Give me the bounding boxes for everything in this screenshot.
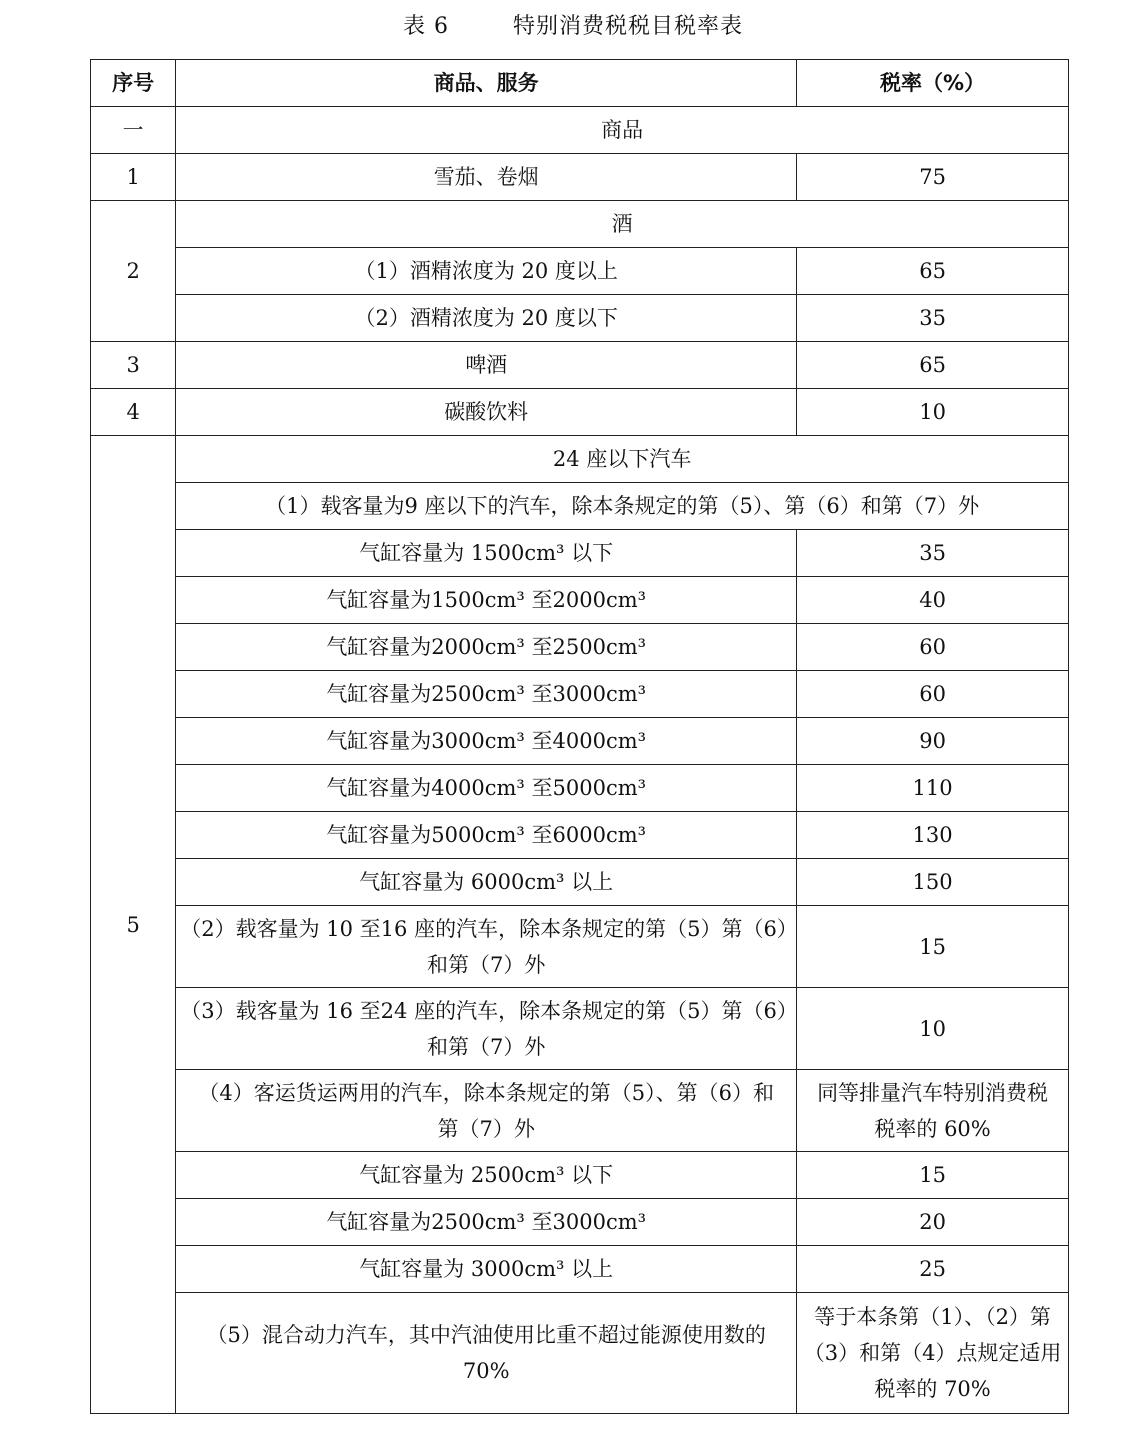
row-item-line: 第（7）外	[437, 1116, 535, 1141]
table-caption: 表 6 特别消费税税目税率表	[403, 14, 743, 39]
table-row	[91, 1246, 1069, 1293]
row-rate: 65	[797, 248, 1069, 295]
table-row	[91, 483, 1069, 530]
row-item-line: （5）混合动力汽车，其中汽油使用比重不超过能源使用数的	[206, 1323, 766, 1347]
section-seq: 一	[91, 107, 176, 154]
row-item: 气缸容量为1500cm³ 至2000cm³	[176, 577, 797, 624]
section-row-goods	[91, 107, 1069, 154]
table-row	[91, 248, 1069, 295]
row-item: 碳酸饮料	[176, 389, 797, 436]
row-rate: 60	[797, 671, 1069, 718]
table-row	[91, 671, 1069, 718]
header-rate: 税率（%）	[797, 60, 1069, 107]
header-item: 商品、服务	[176, 60, 797, 107]
row-item-line: （4）客运货运两用的汽车，除本条规定的第（5）、第（6）和	[198, 1080, 774, 1105]
row-rate	[797, 1070, 1069, 1152]
row-item: 气缸容量为2500cm³ 至3000cm³	[176, 1199, 797, 1246]
row-rate	[797, 1293, 1069, 1414]
header-seq: 序号	[91, 60, 176, 107]
row-rate: 90	[797, 718, 1069, 765]
row-rate-line: 同等排量汽车特别消费税	[817, 1080, 1049, 1105]
table-row	[91, 436, 1069, 483]
row-seq: 2	[91, 201, 176, 342]
row-rate: 110	[797, 765, 1069, 812]
table-row	[91, 154, 1069, 201]
row-rate-line: （3）和第（4）点规定适用	[803, 1341, 1062, 1365]
row-seq: 5	[91, 436, 176, 1414]
row-item-line: （3）载客量为 16 至24 座的汽车，除本条规定的第（5）第（6）	[180, 998, 798, 1023]
table-row	[91, 342, 1069, 389]
group-title: 酒	[176, 201, 1069, 248]
section-title: 商品	[176, 107, 1069, 154]
table-row	[91, 1199, 1069, 1246]
table-row	[91, 765, 1069, 812]
row-rate: 150	[797, 859, 1069, 906]
table-row	[91, 577, 1069, 624]
row-item: 气缸容量为 3000cm³ 以上	[176, 1246, 797, 1293]
row-item: （2）酒精浓度为 20 度以下	[176, 295, 797, 342]
row-item-line: （2）载客量为 10 至16 座的汽车，除本条规定的第（5）第（6）	[180, 916, 798, 941]
row-seq: 4	[91, 389, 176, 436]
table-header-row	[91, 60, 1069, 107]
row-item: 气缸容量为 1500cm³ 以下	[176, 530, 797, 577]
tax-rate-table	[90, 59, 1069, 1414]
table-row	[91, 201, 1069, 248]
row-rate-line: 税率的 70%	[874, 1377, 991, 1401]
row-rate: 75	[797, 154, 1069, 201]
subgroup-title: （1）载客量为9 座以下的汽车，除本条规定的第（5）、第（6）和第（7）外	[176, 483, 1069, 530]
table-row	[91, 624, 1069, 671]
row-seq: 3	[91, 342, 176, 389]
row-rate: 60	[797, 624, 1069, 671]
table-row	[91, 859, 1069, 906]
row-item: （1）酒精浓度为 20 度以上	[176, 248, 797, 295]
row-seq: 1	[91, 154, 176, 201]
table-row	[91, 812, 1069, 859]
row-rate: 10	[797, 988, 1069, 1070]
row-rate-line: 等于本条第（1）、（2）第	[814, 1305, 1051, 1329]
row-item: 气缸容量为4000cm³ 至5000cm³	[176, 765, 797, 812]
table-row	[91, 389, 1069, 436]
row-item: 气缸容量为3000cm³ 至4000cm³	[176, 718, 797, 765]
row-rate: 40	[797, 577, 1069, 624]
row-item-line: 70%	[462, 1359, 510, 1383]
row-item: 啤酒	[176, 342, 797, 389]
row-item: 雪茄、卷烟	[176, 154, 797, 201]
table-row	[91, 295, 1069, 342]
row-item: 气缸容量为 2500cm³ 以下	[176, 1152, 797, 1199]
row-item-line: 和第（7）外	[427, 1034, 546, 1059]
table-row	[91, 988, 1069, 1070]
table-row	[91, 530, 1069, 577]
table-row	[91, 1293, 1069, 1414]
row-item-line: 和第（7）外	[427, 952, 546, 977]
table-row	[91, 906, 1069, 988]
row-rate-line: 税率的 60%	[874, 1116, 991, 1141]
row-item: 气缸容量为 6000cm³ 以上	[176, 859, 797, 906]
row-rate: 35	[797, 295, 1069, 342]
row-rate: 65	[797, 342, 1069, 389]
row-rate: 10	[797, 389, 1069, 436]
table-row	[91, 1152, 1069, 1199]
row-rate: 35	[797, 530, 1069, 577]
row-rate: 15	[797, 906, 1069, 988]
row-rate: 130	[797, 812, 1069, 859]
table-row	[91, 718, 1069, 765]
row-item: 气缸容量为2500cm³ 至3000cm³	[176, 671, 797, 718]
row-rate: 20	[797, 1199, 1069, 1246]
row-item	[176, 1293, 797, 1414]
row-item	[176, 906, 797, 988]
row-item: 气缸容量为5000cm³ 至6000cm³	[176, 812, 797, 859]
row-rate: 15	[797, 1152, 1069, 1199]
table-row	[91, 1070, 1069, 1152]
row-item	[176, 1070, 797, 1152]
row-item: 气缸容量为2000cm³ 至2500cm³	[176, 624, 797, 671]
row-rate: 25	[797, 1246, 1069, 1293]
row-item	[176, 988, 797, 1070]
group-title: 24 座以下汽车	[176, 436, 1069, 483]
